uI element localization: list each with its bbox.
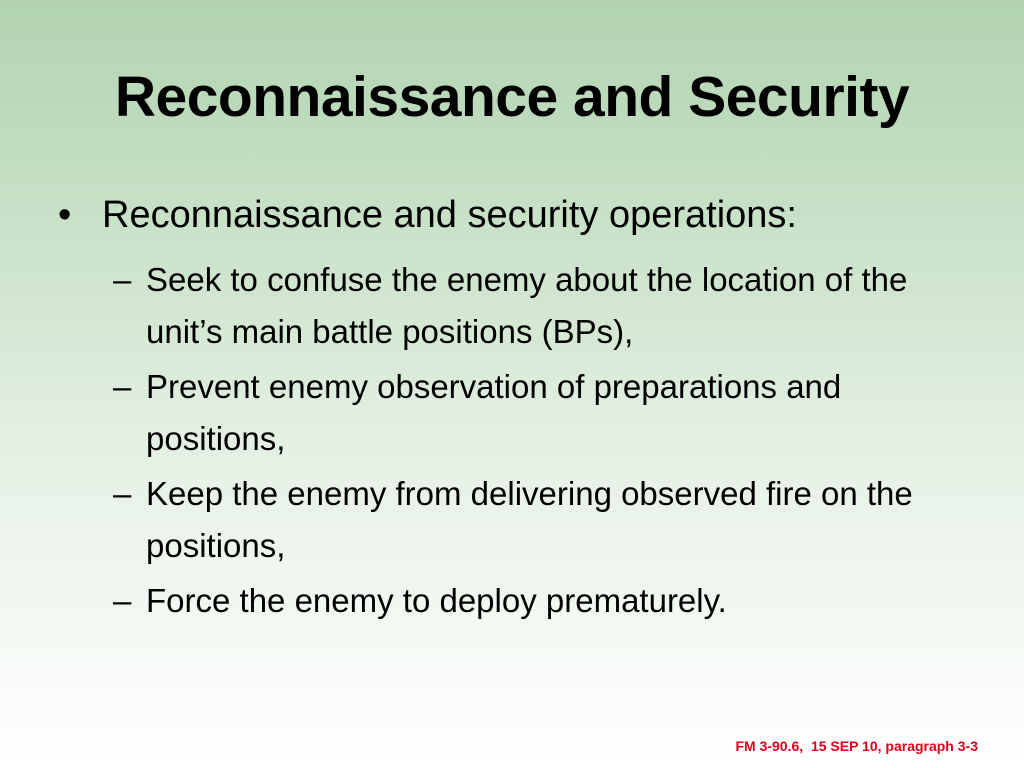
sub-bullet-item <box>113 575 973 627</box>
sub-bullet-text: Keep the enemy from delivering observed fire on the positions, <box>146 475 913 564</box>
sub-bullet-text: Force the enemy to deploy prematurely. <box>146 582 727 619</box>
dash-marker: – <box>113 582 132 619</box>
sub-bullet-list <box>113 254 973 630</box>
sub-bullet-text: Seek to confuse the enemy about the location of the unit’s main battle positions (BPs), <box>146 261 908 350</box>
sub-bullet-item <box>113 361 973 465</box>
bullet-marker: • <box>58 194 72 236</box>
dash-marker: – <box>113 475 132 512</box>
dash-marker: – <box>113 261 132 298</box>
sub-bullet-item <box>113 254 973 358</box>
dash-marker: – <box>113 368 132 405</box>
sub-bullet-item <box>113 468 973 572</box>
source-citation: FM 3-90.6, 15 SEP 10, paragraph 3-3 <box>735 738 978 754</box>
sub-bullet-text: Prevent enemy observation of preparations and positions, <box>146 368 842 457</box>
main-bullet-text: Reconnaissance and security operations: <box>102 194 797 236</box>
slide-title: Reconnaissance and Security <box>114 65 910 129</box>
